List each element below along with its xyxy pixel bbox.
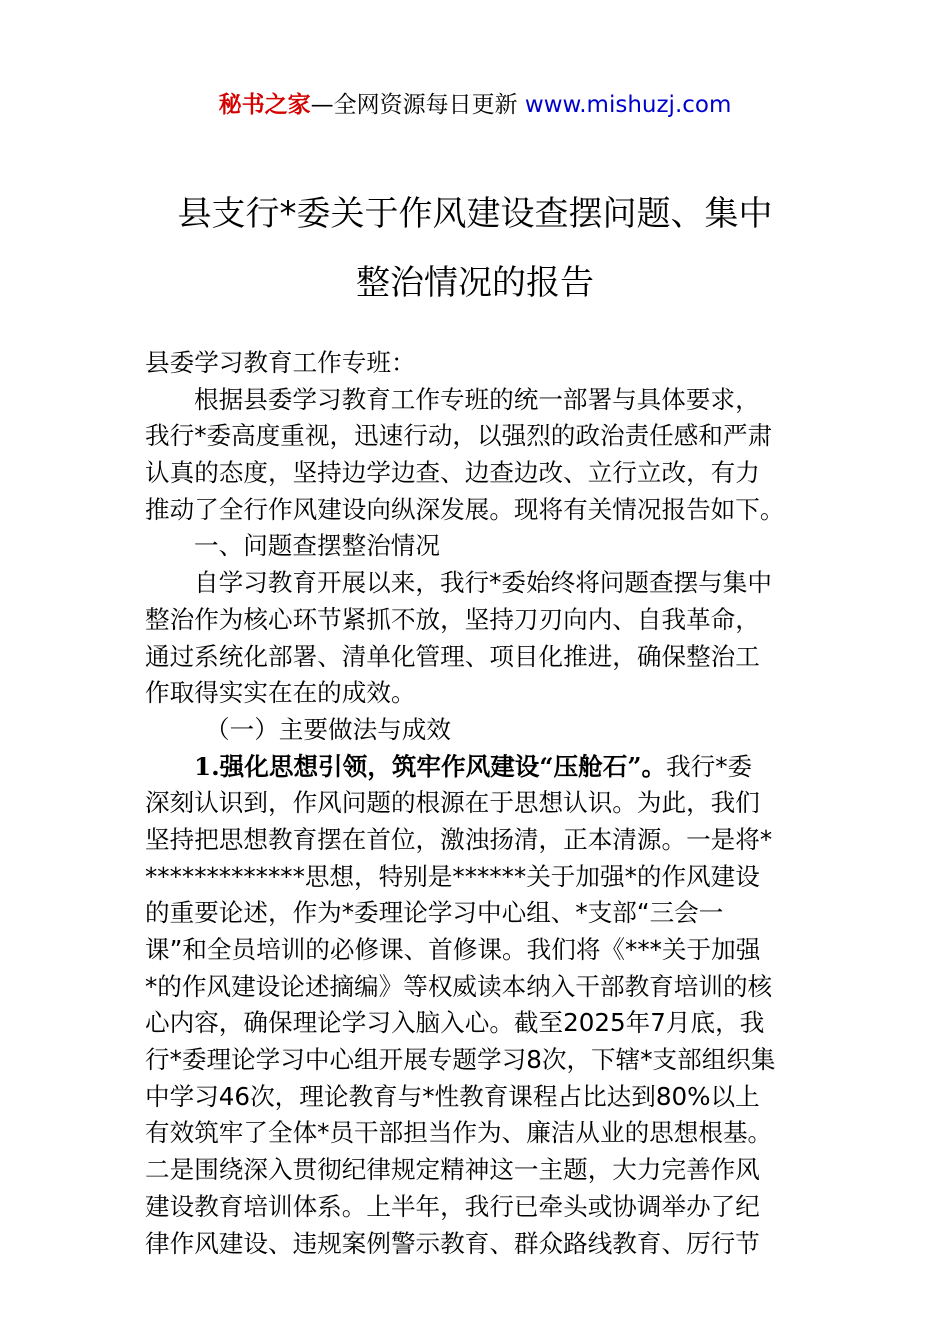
site-slogan: —全网资源每日更新 xyxy=(310,92,518,118)
section-line: 通过系统化部署、清单化管理、项目化推进，确保整治工 xyxy=(145,641,760,671)
point-line: *的作风建设论述摘编》等权威读本纳入干部教育培训的核 xyxy=(145,971,773,1001)
document-title-line-1: 县支行*委关于作风建设查摆问题、集中 xyxy=(177,194,773,234)
section-line: 作取得实实在在的成效。 xyxy=(145,678,416,708)
document-title-line-2: 整治情况的报告 xyxy=(356,263,594,303)
section-line: 自学习教育开展以来，我行*委始终将问题查摆与集中 xyxy=(194,568,772,598)
site-url-link[interactable]: www.mishuzj.com xyxy=(524,92,732,118)
point-line: *************思想，特别是******关于加强*的作风建设 xyxy=(145,861,760,891)
point-heading: 1.强化思想引领，筑牢作风建设“压舱石”。 xyxy=(194,751,667,781)
point-line: 的重要论述，作为*委理论学习中心组、*支部“三会一 xyxy=(145,898,724,928)
subsection-heading: （一）主要做法与成效 xyxy=(205,714,451,744)
point-line: 深刻认识到，作风问题的根源在于思想认识。为此，我们 xyxy=(145,788,760,818)
point-lead-text: 我行*委 xyxy=(666,751,753,781)
site-header xyxy=(0,88,950,122)
point-line: 二是围绕深入贯彻纪律规定精神这一主题，大力完善作风 xyxy=(145,1155,760,1185)
section-heading: 一、问题查摆整治情况 xyxy=(194,531,440,561)
point-line: 课”和全员培训的必修课、首修课。我们将《***关于加强 xyxy=(145,935,761,964)
point-line: 有效筑牢了全体*员干部担当作为、廉洁从业的思想根基。 xyxy=(145,1118,773,1148)
intro-line: 认真的态度，坚持边学边查、边查边改、立行立改，有力 xyxy=(145,458,760,488)
point-line: 坚持把思想教育摆在首位，激浊扬清，正本清源。一是将* xyxy=(145,824,773,854)
point-line: 建设教育培训体系。上半年，我行已牵头或协调举办了纪 xyxy=(145,1191,760,1221)
point-line: 心内容，确保理论学习入脑入心。截至2025年7月底，我 xyxy=(145,1008,765,1038)
site-brand: 秘书之家 xyxy=(218,92,311,118)
intro-line: 我行*委高度重视，迅速行动，以强烈的政治责任感和严肃 xyxy=(145,421,773,451)
intro-line: 推动了全行作风建设向纵深发展。现将有关情况报告如下。 xyxy=(145,494,785,524)
salutation: 县委学习教育工作专班： xyxy=(145,348,416,377)
point-line: 律作风建设、违规案例警示教育、群众路线教育、厉行节 xyxy=(145,1228,760,1258)
point-line: 行*委理论学习中心组开展专题学习8次，下辖*支部组织集 xyxy=(145,1045,776,1075)
intro-line: 根据县委学习教育工作专班的统一部署与具体要求， xyxy=(194,384,760,414)
document-body xyxy=(145,345,810,1262)
point-line: 中学习46次，理论教育与*性教育课程占比达到80%以上 xyxy=(145,1081,760,1111)
point-line xyxy=(145,749,810,786)
section-line: 整治作为核心环节紧抓不放，坚持刀刃向内、自我革命， xyxy=(145,604,760,634)
